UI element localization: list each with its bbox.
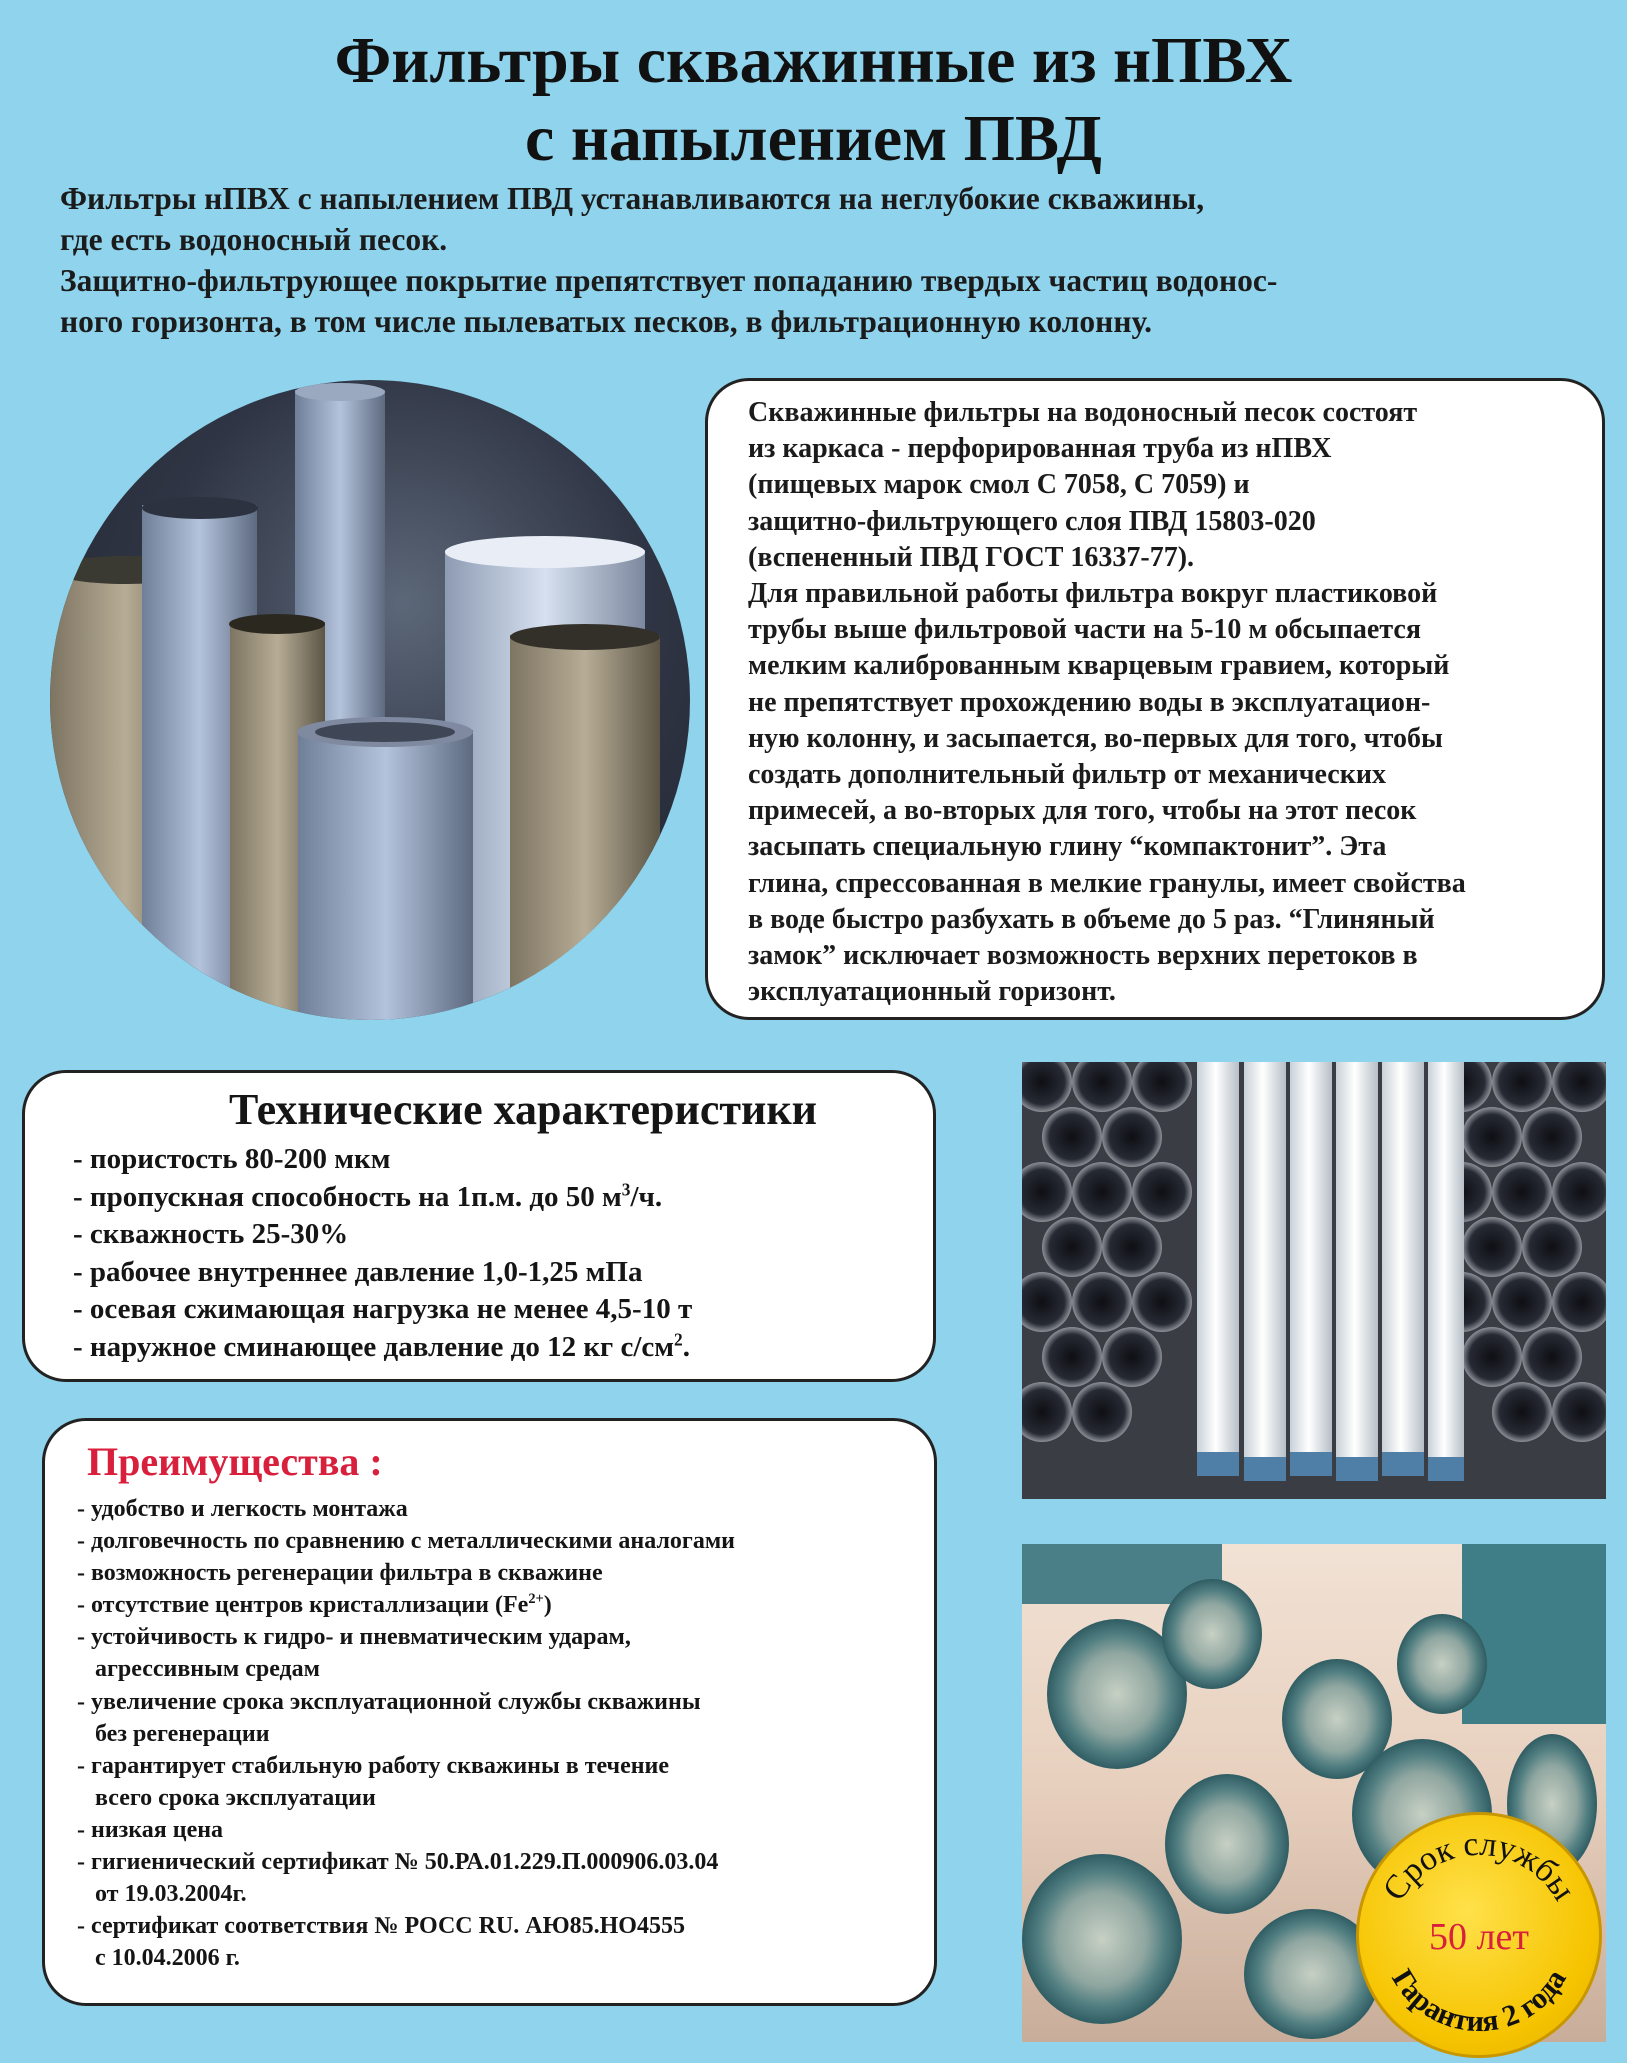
page-title bbox=[0, 22, 1627, 178]
seal-top-text bbox=[1376, 1826, 1582, 1908]
service-life-seal bbox=[1356, 1812, 1602, 2058]
spec-superscript: 3 bbox=[621, 1178, 631, 1199]
advantage-item: агрессивным средам bbox=[77, 1656, 321, 1683]
description-line: Для правильной работы фильтра вокруг пластиковой bbox=[748, 578, 1438, 610]
description-line: трубы выше фильтровой части на 5-10 м обсыпается bbox=[748, 614, 1421, 646]
advantages-box bbox=[42, 1418, 937, 2006]
intro-line: где есть водоносный песок. bbox=[60, 222, 448, 257]
description-line: ную колонну, и засыпается, во-первых для того, чтобы bbox=[748, 722, 1443, 754]
spec-item bbox=[73, 1179, 913, 1217]
spec-superscript: 2 bbox=[674, 1328, 683, 1349]
description-line: Скважинные фильтры на водоносный песок состоят bbox=[748, 397, 1418, 428]
description-line: (вспененный ПВД ГОСТ 16337-77). bbox=[748, 541, 1195, 573]
spec-text: - пористость 80-200 мкм bbox=[73, 1143, 391, 1175]
title-line-1: Фильтры скважинные из нПВХ bbox=[334, 24, 1293, 97]
advantage-item: - возможность регенерации фильтра в скважине bbox=[77, 1560, 603, 1587]
description-line: эксплуатационный горизонт. bbox=[748, 976, 1116, 1008]
intro-line: Фильтры нПВХ с напылением ПВД устанавливаются на неглубокие скважины, bbox=[60, 181, 1205, 216]
description-line: из каркаса - перфорированная труба из нПВХ bbox=[748, 433, 1332, 465]
description-line: (пищевых марок смол С 7058, С 7059) и bbox=[748, 469, 1250, 501]
tech-specs-box bbox=[22, 1070, 936, 1382]
spec-item bbox=[73, 1216, 913, 1254]
spec-text: . bbox=[682, 1330, 690, 1363]
spec-text: - пропускная способность на 1п.м. до 50 м bbox=[73, 1180, 622, 1213]
advantage-item: всего срока эксплуатации bbox=[77, 1784, 376, 1811]
filters-stack-photo bbox=[1022, 1062, 1606, 1499]
description-line: в воде быстро разбухать в объеме до 5 раз. “Глиняный bbox=[748, 903, 1435, 935]
intro-line: ного горизонта, в том числе пылеватых песков, в фильтрационную колонну. bbox=[60, 304, 1152, 339]
description-line: не препятствует прохождению воды в эксплуатацион- bbox=[748, 686, 1431, 718]
advantage-item bbox=[77, 1589, 914, 1621]
seal-bottom-textpath: Гарантия 2 года bbox=[1385, 1963, 1573, 2039]
advantage-item: - удобство и легкость монтажа bbox=[77, 1496, 408, 1522]
advantage-item: - гарантирует стабильную работу скважины в течение bbox=[77, 1752, 670, 1779]
spec-text: - рабочее внутреннее давление 1,0-1,25 мПа bbox=[73, 1255, 643, 1288]
advantage-text: ) bbox=[543, 1592, 552, 1619]
spec-text: /ч. bbox=[630, 1180, 663, 1213]
advantage-item: - увеличение срока эксплуатационной службы скважины bbox=[77, 1688, 701, 1715]
advantage-item: от 19.03.2004г. bbox=[77, 1881, 247, 1908]
description-line: создать дополнительный фильтр от механических bbox=[748, 759, 1386, 791]
advantage-item: - устойчивость к гидро- и пневматическим ударам, bbox=[77, 1624, 631, 1651]
seal-bottom-text bbox=[1385, 1964, 1573, 2039]
spec-item bbox=[73, 1141, 913, 1179]
description-line: мелким калиброванным кварцевым гравием, который bbox=[748, 650, 1450, 682]
spec-text: - скважность 25-30% bbox=[73, 1218, 349, 1250]
seal-value: 50 лет bbox=[1429, 1916, 1529, 1958]
intro-text bbox=[60, 178, 1580, 342]
advantage-item: - низкая цена bbox=[77, 1816, 224, 1843]
advantage-item: без регенерации bbox=[77, 1720, 270, 1747]
advantage-item: - сертификат соответствия № РОСС RU. АЮ85.НО4555 bbox=[77, 1913, 685, 1940]
title-line-2: с напылением ПВД bbox=[525, 102, 1102, 175]
advantage-superscript: 2+ bbox=[528, 1591, 544, 1608]
spec-text: - наружное сминающее давление до 12 кг с/см bbox=[73, 1330, 674, 1363]
description-line: примесей, а во-вторых для того, чтобы на этот песок bbox=[748, 795, 1417, 827]
seal-top-textpath: Срок службы bbox=[1375, 1825, 1583, 1908]
tech-specs-list bbox=[73, 1141, 913, 1366]
description-line: засыпать специальную глину “компактонит”. Эта bbox=[748, 831, 1387, 863]
description-line: глина, спрессованная в мелкие гранулы, имеет свойства bbox=[748, 867, 1466, 899]
advantage-item: с 10.04.2006 г. bbox=[77, 1945, 240, 1972]
advantage-text: - отсутствие центров кристаллизации (Fe bbox=[77, 1592, 529, 1619]
intro-line: Защитно-фильтрующее покрытие препятствует попаданию твердых частиц водонос- bbox=[60, 263, 1278, 298]
description-box bbox=[705, 378, 1605, 1020]
description-line: замок” исключает возможность верхних перетоков в bbox=[748, 940, 1418, 972]
advantage-item: - гигиенический сертификат № 50.РА.01.229.П.000906.03.04 bbox=[77, 1849, 719, 1876]
tech-specs-title: Технические характеристики bbox=[228, 1085, 818, 1134]
advantages-title: Преимущества : bbox=[87, 1439, 383, 1484]
advantages-list bbox=[77, 1493, 914, 1974]
description-line: защитно-фильтрующего слоя ПВД 15803-020 bbox=[748, 505, 1316, 537]
spec-item bbox=[73, 1254, 913, 1292]
spec-item bbox=[73, 1291, 913, 1329]
spec-item bbox=[73, 1329, 913, 1367]
advantage-item: - долговечность по сравнению с металлическими аналогами bbox=[77, 1528, 736, 1555]
pipes-photo-circle bbox=[50, 380, 690, 1020]
spec-text: - осевая сжимающая нагрузка не менее 4,5-10 т bbox=[73, 1293, 693, 1325]
